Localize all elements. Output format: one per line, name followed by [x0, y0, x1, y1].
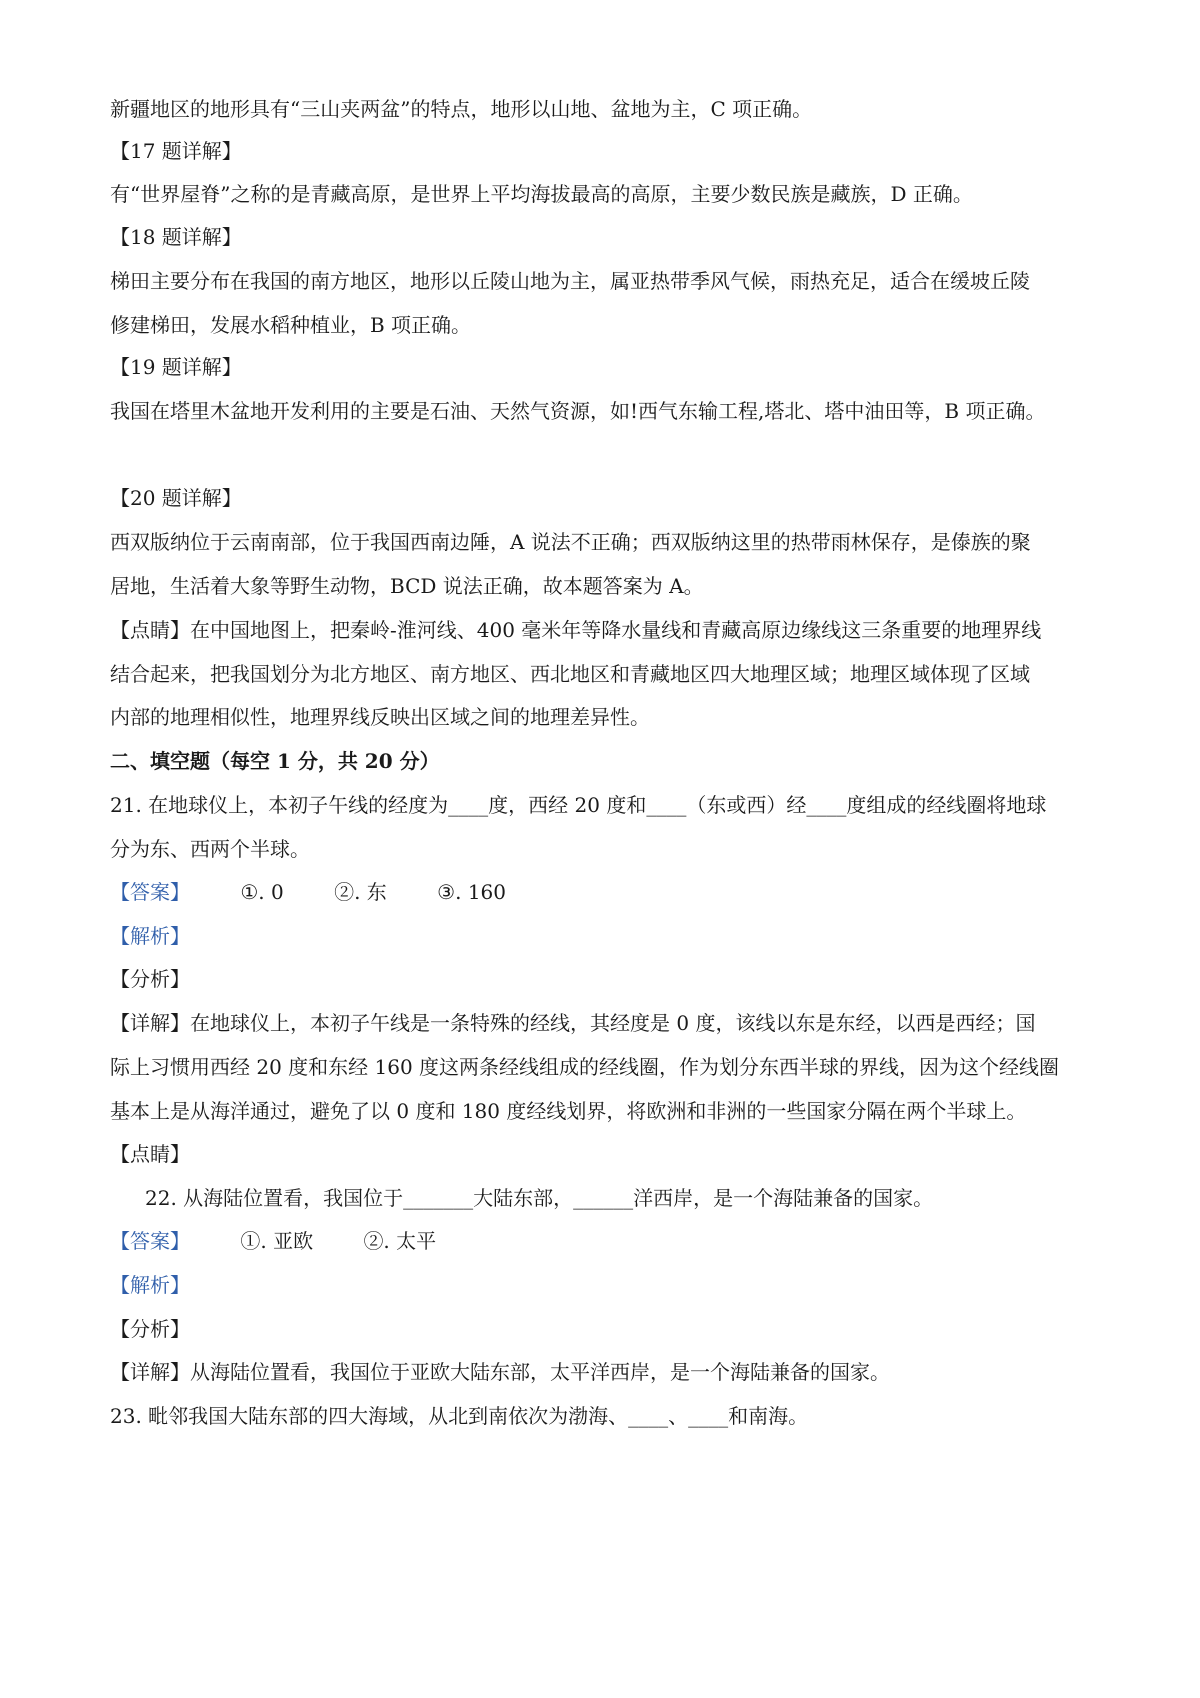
- detail-21-line2: 际上习惯用西经 20 度和东经 160 度这两条经线组成的经线圈，作为划分东西半球的界线，因为这个经线圈: [110, 1055, 1060, 1079]
- paragraph-20-line2: 居地，生活着大象等野生动物，BCD 说法正确，故本题答案为 A。: [110, 574, 704, 598]
- answer-label: 【答案】: [110, 1229, 190, 1253]
- detail-21-line1: 【详解】在地球仪上，本初子午线是一条特殊的经线，其经度是 0 度，该线以东是东经，以西是西经；国: [110, 1011, 1036, 1035]
- paragraph-18-line1: 梯田主要分布在我国的南方地区，地形以丘陵山地为主，属亚热带季风气候，雨热充足，适合在缓坡丘陵: [110, 269, 1030, 293]
- answer-item: ②. 太平: [363, 1229, 437, 1253]
- paragraph-20-line1: 西双版纳位于云南南部，位于我国西南边陲，A 说法不正确；西双版纳这里的热带雨林保存，是傣族的聚: [110, 530, 1031, 554]
- question-23: 23. 毗邻我国大陆东部的四大海域，从北到南依次为渤海、____、____和南海。: [110, 1404, 809, 1428]
- question-21-line1: 21. 在地球仪上，本初子午线的经度为____度，西经 20 度和____（东或西）经____度组成的经线圈将地球: [110, 793, 1047, 817]
- detail-21-line3: 基本上是从海洋通过，避免了以 0 度和 180 度经线划界，将欧洲和非洲的一些国家分隔在两个半球上。: [110, 1099, 1027, 1123]
- dianjing-line3: 内部的地理相似性，地理界线反映出区域之间的地理差异性。: [110, 705, 650, 729]
- detail-22: 【详解】从海陆位置看，我国位于亚欧大陆东部，太平洋西岸，是一个海陆兼备的国家。: [110, 1360, 890, 1384]
- answer-item: ②. 东: [334, 880, 387, 904]
- heading-19-detail: 【19 题详解】: [110, 355, 242, 379]
- answer-21-row: [110, 878, 1100, 906]
- paragraph-17-explanation: 有“世界屋脊”之称的是青藏高原，是世界上平均海拔最高的高原，主要少数民族是藏族，D 正确。: [110, 182, 973, 206]
- dianjing-line1: 【点睛】在中国地图上，把秦岭-淮河线、400 毫米年等降水量线和青藏高原边缘线这三条重要的地理界线: [110, 618, 1042, 642]
- heading-17-detail: 【17 题详解】: [110, 139, 242, 163]
- analysis-label-21: 【解析】: [110, 924, 190, 948]
- answer-22-row: [110, 1227, 1100, 1255]
- fenxi-label-21: 【分析】: [110, 967, 190, 991]
- answer-item: ①. 亚欧: [240, 1229, 314, 1253]
- paragraph-18-line2: 修建梯田，发展水稻种植业，B 项正确。: [110, 313, 472, 337]
- heading-18-detail: 【18 题详解】: [110, 225, 242, 249]
- dianjing-label-21: 【点睛】: [110, 1142, 190, 1166]
- answer-item: ③. 160: [437, 880, 506, 904]
- analysis-label-22: 【解析】: [110, 1273, 190, 1297]
- section-heading-fill-in: 二、填空题（每空 1 分，共 20 分）: [110, 749, 440, 773]
- question-21-line2: 分为东、西两个半球。: [110, 837, 310, 861]
- question-22: 22. 从海陆位置看，我国位于_______大陆东部，______洋西岸，是一个海陆兼备的国家。: [145, 1186, 934, 1210]
- answer-label: 【答案】: [110, 880, 190, 904]
- heading-20-detail: 【20 题详解】: [110, 486, 242, 510]
- fenxi-label-22: 【分析】: [110, 1317, 190, 1341]
- paragraph-19-explanation: 我国在塔里木盆地开发利用的主要是石油、天然气资源，如!西气东输工程,塔北、塔中油田等，B 项正确。: [110, 399, 1046, 423]
- dianjing-line2: 结合起来，把我国划分为北方地区、南方地区、西北地区和青藏地区四大地理区域；地理区域体现了区域: [110, 662, 1030, 686]
- paragraph-16-explanation: 新疆地区的地形具有“三山夹两盆”的特点，地形以山地、盆地为主，C 项正确。: [110, 97, 813, 121]
- answer-item: ①. 0: [240, 880, 284, 904]
